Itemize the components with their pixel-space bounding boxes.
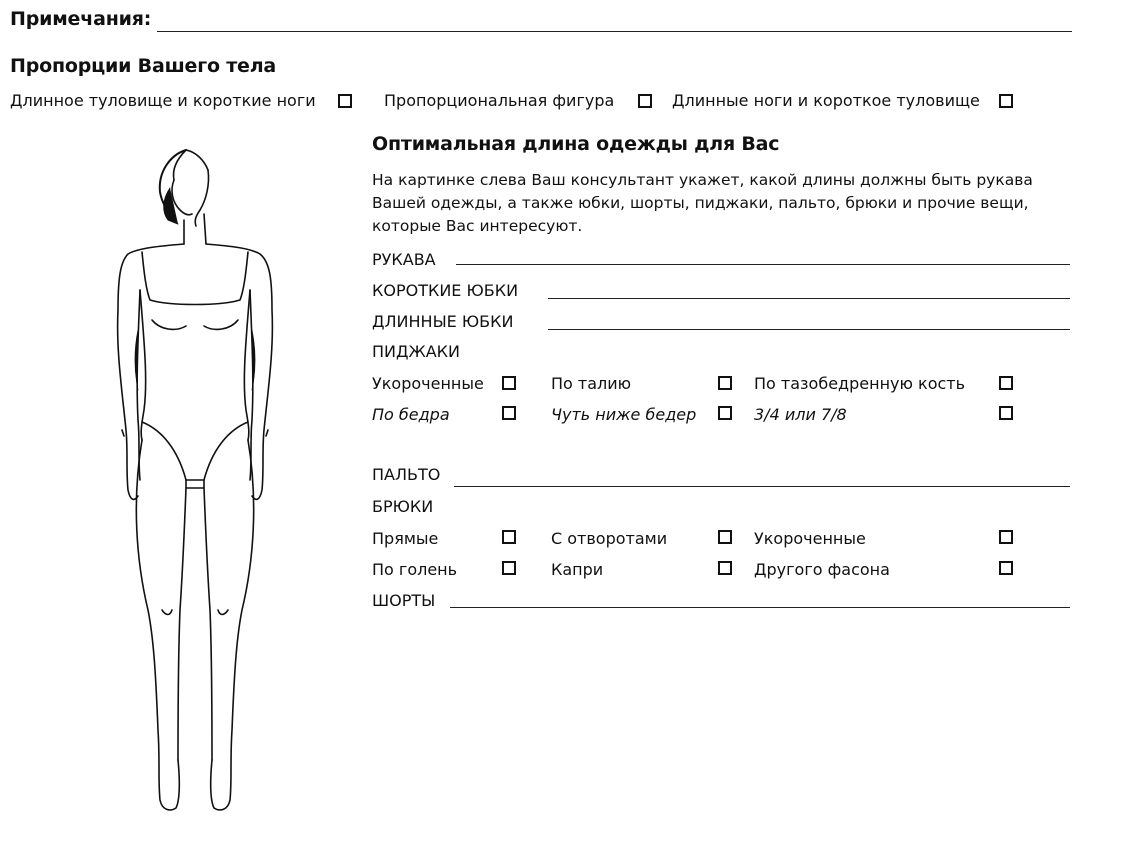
jackets-label: ПИДЖАКИ xyxy=(372,342,461,361)
long-skirts-input-line[interactable] xyxy=(548,329,1070,330)
trousers-option-shin-label: По голень xyxy=(372,560,458,579)
trousers-label: БРЮКИ xyxy=(372,497,434,516)
trousers-option-capri-label: Капри xyxy=(551,560,604,579)
jacket-option-waist-label: По талию xyxy=(551,374,632,393)
trousers-option-shin-checkbox[interactable] xyxy=(502,561,516,575)
short-skirts-label: КОРОТКИЕ ЮБКИ xyxy=(372,281,519,300)
jacket-option-three-quarter-label: 3/4 или 7/8 xyxy=(754,405,847,424)
proportion-option-2-checkbox[interactable] xyxy=(638,94,652,108)
trousers-option-cuffed-checkbox[interactable] xyxy=(718,530,732,544)
body-figure-illustration xyxy=(100,140,290,820)
shorts-input-line[interactable] xyxy=(450,607,1070,608)
jacket-option-cropped-checkbox[interactable] xyxy=(502,376,516,390)
length-description: На картинке слева Ваш консультант укажет, какой длины должны быть рукава Вашей одежды, а также юбки, шорты, пиджаки, пальто, брюки и прочие вещи, которые Вас интересуют. xyxy=(372,171,1033,235)
trousers-option-other-label: Другого фасона xyxy=(754,560,890,579)
trousers-option-cuffed-label: С отворотами xyxy=(551,529,668,548)
jacket-option-below-hips-checkbox[interactable] xyxy=(718,406,732,420)
long-skirts-label: ДЛИННЫЕ ЮБКИ xyxy=(372,312,514,331)
notes-input-line[interactable] xyxy=(157,31,1072,32)
sleeves-label: РУКАВА xyxy=(372,250,436,269)
proportion-option-3-label: Длинные ноги и короткое туловище xyxy=(672,91,980,110)
jacket-option-hipbone-checkbox[interactable] xyxy=(999,376,1013,390)
jacket-option-below-hips-label: Чуть ниже бедер xyxy=(551,405,697,424)
proportion-option-1-label: Длинное туловище и короткие ноги xyxy=(10,91,316,110)
trousers-option-capri-checkbox[interactable] xyxy=(718,561,732,575)
proportions-title: Пропорции Вашего тела xyxy=(10,55,277,77)
jacket-option-hips-label: По бедра xyxy=(372,405,450,424)
jacket-option-three-quarter-checkbox[interactable] xyxy=(999,406,1013,420)
notes-label: Примечания: xyxy=(10,8,152,30)
shorts-label: ШОРТЫ xyxy=(372,591,436,610)
short-skirts-input-line[interactable] xyxy=(548,298,1070,299)
trousers-option-cropped-checkbox[interactable] xyxy=(999,530,1013,544)
trousers-option-cropped-label: Укороченные xyxy=(754,529,866,548)
jacket-option-waist-checkbox[interactable] xyxy=(718,376,732,390)
coat-input-line[interactable] xyxy=(454,486,1070,487)
jacket-option-hipbone-label: По тазобедренную кость xyxy=(754,374,966,393)
jacket-option-hips-checkbox[interactable] xyxy=(502,406,516,420)
trousers-option-other-checkbox[interactable] xyxy=(999,561,1013,575)
length-title: Оптимальная длина одежды для Вас xyxy=(372,133,780,155)
sleeves-input-line[interactable] xyxy=(456,264,1070,265)
proportion-option-1-checkbox[interactable] xyxy=(338,94,352,108)
jacket-option-cropped-label: Укороченные xyxy=(372,374,484,393)
coat-label: ПАЛЬТО xyxy=(372,465,441,484)
proportion-option-3-checkbox[interactable] xyxy=(999,94,1013,108)
trousers-option-straight-checkbox[interactable] xyxy=(502,530,516,544)
trousers-option-straight-label: Прямые xyxy=(372,529,439,548)
proportion-option-2-label: Пропорциональная фигура xyxy=(384,91,615,110)
